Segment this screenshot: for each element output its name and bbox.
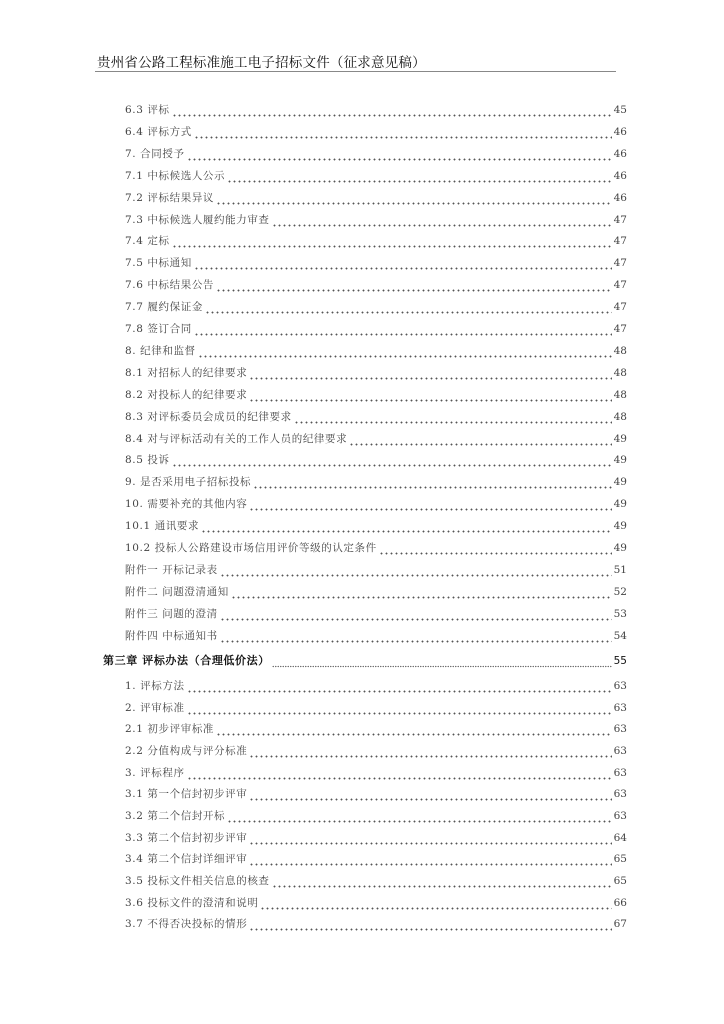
toc-entry[interactable]	[125, 255, 627, 271]
toc-page-number: 49	[613, 432, 627, 445]
toc-entry-label: 附件四 中标通知书	[125, 629, 218, 642]
toc-entry-label: 7.8 签订合同	[125, 323, 192, 335]
toc-entry[interactable]	[125, 628, 627, 644]
toc-entry-label: 6.4 评标方式	[125, 125, 192, 138]
dot-leader	[216, 721, 612, 737]
toc-entry-label: 8.5 投诉	[125, 454, 170, 467]
header-rule	[95, 71, 616, 72]
toc-entry-label: 7.1 中标候选人公示	[125, 169, 226, 182]
toc-entry[interactable]	[125, 146, 627, 162]
dot-leader	[194, 124, 612, 140]
toc-page-number: 47	[613, 257, 627, 270]
toc-page-number: 65	[613, 853, 627, 866]
dot-leader	[220, 628, 612, 644]
dot-leader	[220, 562, 612, 578]
toc-page-number: 63	[613, 701, 627, 714]
toc-entry-label: 3.2 第二个信封开标	[125, 809, 226, 822]
dot-leader	[249, 743, 611, 759]
toc-entry-label: 3.7 不得否决投标的情形	[125, 918, 248, 931]
dot-leader	[249, 786, 611, 802]
toc-page-number: 47	[613, 279, 627, 292]
dot-leader	[172, 233, 612, 249]
toc-entry-label: 7.7 履约保证金	[125, 301, 203, 314]
dot-leader	[249, 496, 611, 512]
toc-entry[interactable]	[125, 474, 627, 490]
toc-entry-label: 附件三 问题的澄清	[125, 607, 218, 620]
toc-entry-label: 9. 是否采用电子招标投标	[125, 476, 252, 489]
toc-entry[interactable]	[125, 584, 627, 600]
toc-page-number: 63	[613, 744, 627, 757]
toc-entry-label: 8. 纪律和监督	[125, 344, 196, 357]
toc-entry-label: 3.6 投标文件的澄清和说明	[125, 896, 259, 909]
toc-entry[interactable]	[125, 518, 627, 534]
toc-page-number: 49	[613, 520, 627, 533]
toc-entry[interactable]	[125, 168, 627, 184]
toc-page-number: 54	[613, 629, 627, 642]
toc-page-number: 53	[613, 607, 627, 620]
dot-leader	[187, 700, 612, 716]
toc-entry-label: 3.3 第二个信封初步评审	[125, 831, 248, 844]
toc-page-number: 55	[613, 655, 627, 667]
toc-entry-label: 6.3 评标	[125, 104, 170, 116]
toc-entry-label: 3.4 第二个信封详细评审	[125, 853, 248, 866]
toc-page-number: 47	[613, 235, 627, 248]
dot-leader	[172, 102, 612, 118]
toc-entry-label: 1. 评标方法	[125, 680, 185, 692]
toc-entry[interactable]	[125, 606, 627, 622]
toc-entry[interactable]	[125, 409, 627, 425]
toc-entry-label: 7.3 中标候选人履约能力审查	[125, 213, 270, 226]
toc-entry[interactable]	[125, 190, 627, 206]
toc-entry-label: 7.2 评标结果异议	[125, 191, 215, 204]
toc-entry[interactable]	[125, 496, 627, 512]
toc-entry[interactable]	[125, 102, 627, 118]
toc-entry[interactable]	[125, 808, 627, 824]
toc-page-number: 49	[613, 454, 627, 467]
toc-entry[interactable]	[125, 743, 627, 759]
toc-page-number: 63	[613, 766, 627, 779]
dot-leader	[198, 343, 612, 359]
toc-entry-label: 3.1 第一个信封初步评审	[125, 788, 248, 801]
toc-page-number: 49	[613, 476, 627, 489]
toc-entry[interactable]	[125, 700, 627, 716]
toc-page-number: 65	[613, 874, 627, 887]
document-header-title: 贵州省公路工程标准施工电子招标文件（征求意见稿）	[97, 55, 426, 71]
toc-entry[interactable]	[125, 431, 627, 447]
dot-leader	[187, 678, 612, 694]
toc-entry-label: 10.2 投标人公路建设市场信用评价等级的认定条件	[125, 542, 377, 554]
toc-entry[interactable]	[125, 562, 627, 578]
toc-entry[interactable]	[125, 851, 627, 867]
toc-chapter-entry[interactable]	[103, 653, 627, 669]
toc-entry-label: 附件二 问题澄清通知	[125, 585, 229, 598]
dot-leader	[227, 168, 611, 184]
dot-leader	[379, 540, 612, 556]
dot-leader	[216, 190, 612, 206]
dot-leader	[249, 916, 611, 932]
toc-page-number: 46	[613, 169, 627, 182]
toc-entry-label: 2.2 分值构成与评分标准	[125, 744, 248, 757]
toc-page-number: 48	[613, 388, 627, 401]
toc-entry[interactable]	[125, 916, 627, 932]
dot-leader	[187, 146, 612, 162]
toc-page-number: 45	[613, 104, 627, 116]
toc-entry[interactable]	[125, 786, 627, 802]
dot-leader	[194, 255, 612, 271]
toc-entry[interactable]	[125, 452, 627, 468]
dot-leader	[294, 409, 612, 425]
toc-entry-label: 8.4 对与评标活动有关的工作人员的纪律要求	[125, 432, 348, 445]
toc-entry[interactable]	[125, 895, 627, 911]
toc-entry[interactable]	[125, 540, 627, 556]
dot-leader	[249, 851, 611, 867]
toc-page-number: 63	[613, 788, 627, 801]
dot-leader	[260, 895, 611, 911]
toc-page-number: 49	[613, 498, 627, 511]
toc-entry-label: 第三章 评标办法（合理低价法）	[103, 654, 270, 667]
dot-leader	[349, 431, 611, 447]
toc-entry[interactable]	[125, 277, 627, 293]
toc-entry-label: 3.5 投标文件相关信息的核查	[125, 874, 270, 887]
toc-entry-label: 8.2 对投标人的纪律要求	[125, 388, 248, 401]
toc-entry[interactable]	[125, 233, 627, 249]
toc-entry[interactable]	[125, 765, 627, 781]
toc-entry[interactable]	[125, 124, 627, 140]
dot-leader	[272, 653, 612, 669]
toc-entry-label: 8.3 对评标委员会成员的纪律要求	[125, 410, 292, 423]
toc-page-number: 67	[613, 918, 627, 931]
toc-entry-label: 8.1 对招标人的纪律要求	[125, 366, 248, 379]
toc-entry-label: 7.5 中标通知	[125, 257, 192, 270]
toc-page-number: 64	[613, 831, 627, 844]
toc-entry-label: 7. 合同授予	[125, 147, 185, 160]
dot-leader	[205, 299, 612, 315]
toc-entry-label: 2.1 初步评审标准	[125, 723, 215, 736]
toc-page-number: 63	[613, 809, 627, 822]
dot-leader	[253, 474, 611, 490]
toc-entry-label: 7.6 中标结果公告	[125, 279, 215, 292]
dot-leader	[272, 212, 612, 228]
toc-page-number: 47	[613, 301, 627, 314]
toc-entry[interactable]	[125, 299, 627, 315]
toc-page-number: 63	[613, 680, 627, 692]
dot-leader	[249, 830, 611, 846]
toc-page-number: 51	[613, 563, 627, 576]
toc-entry[interactable]	[125, 678, 627, 694]
dot-leader	[187, 765, 612, 781]
toc-entry-label: 附件一 开标记录表	[125, 563, 218, 576]
toc-page-number: 47	[613, 323, 627, 335]
toc-page-number: 66	[613, 896, 627, 909]
dot-leader	[227, 808, 611, 824]
toc-page-number: 49	[613, 542, 627, 554]
toc-page-number: 46	[613, 125, 627, 138]
toc-page-number: 46	[613, 147, 627, 160]
toc-page-number: 48	[613, 344, 627, 357]
toc-entry[interactable]	[125, 830, 627, 846]
toc-entry[interactable]	[125, 343, 627, 359]
dot-leader	[216, 277, 612, 293]
toc-page-number: 46	[613, 191, 627, 204]
dot-leader	[249, 387, 611, 403]
dot-leader	[272, 873, 612, 889]
dot-leader	[231, 584, 612, 600]
toc-page-number: 52	[613, 585, 627, 598]
toc-page-number: 47	[613, 213, 627, 226]
toc-entry[interactable]	[125, 387, 627, 403]
toc-entry-label: 10.1 通讯要求	[125, 520, 200, 533]
toc-entry[interactable]	[125, 721, 627, 737]
toc-entry-label: 7.4 定标	[125, 235, 170, 248]
toc-entry[interactable]	[125, 365, 627, 381]
dot-leader	[194, 321, 612, 337]
toc-entry-label: 3. 评标程序	[125, 766, 185, 779]
toc-entry[interactable]	[125, 321, 627, 337]
toc-page-number: 48	[613, 410, 627, 423]
toc-page-number: 48	[613, 366, 627, 379]
dot-leader	[172, 452, 612, 468]
dot-leader	[220, 606, 612, 622]
dot-leader	[249, 365, 611, 381]
toc-page-number: 63	[613, 723, 627, 736]
dot-leader	[201, 518, 612, 534]
toc-entry-label: 10. 需要补充的其他内容	[125, 498, 248, 511]
toc-entry-label: 2. 评审标准	[125, 701, 185, 714]
toc-entry[interactable]	[125, 873, 627, 889]
toc-entry[interactable]	[125, 212, 627, 228]
